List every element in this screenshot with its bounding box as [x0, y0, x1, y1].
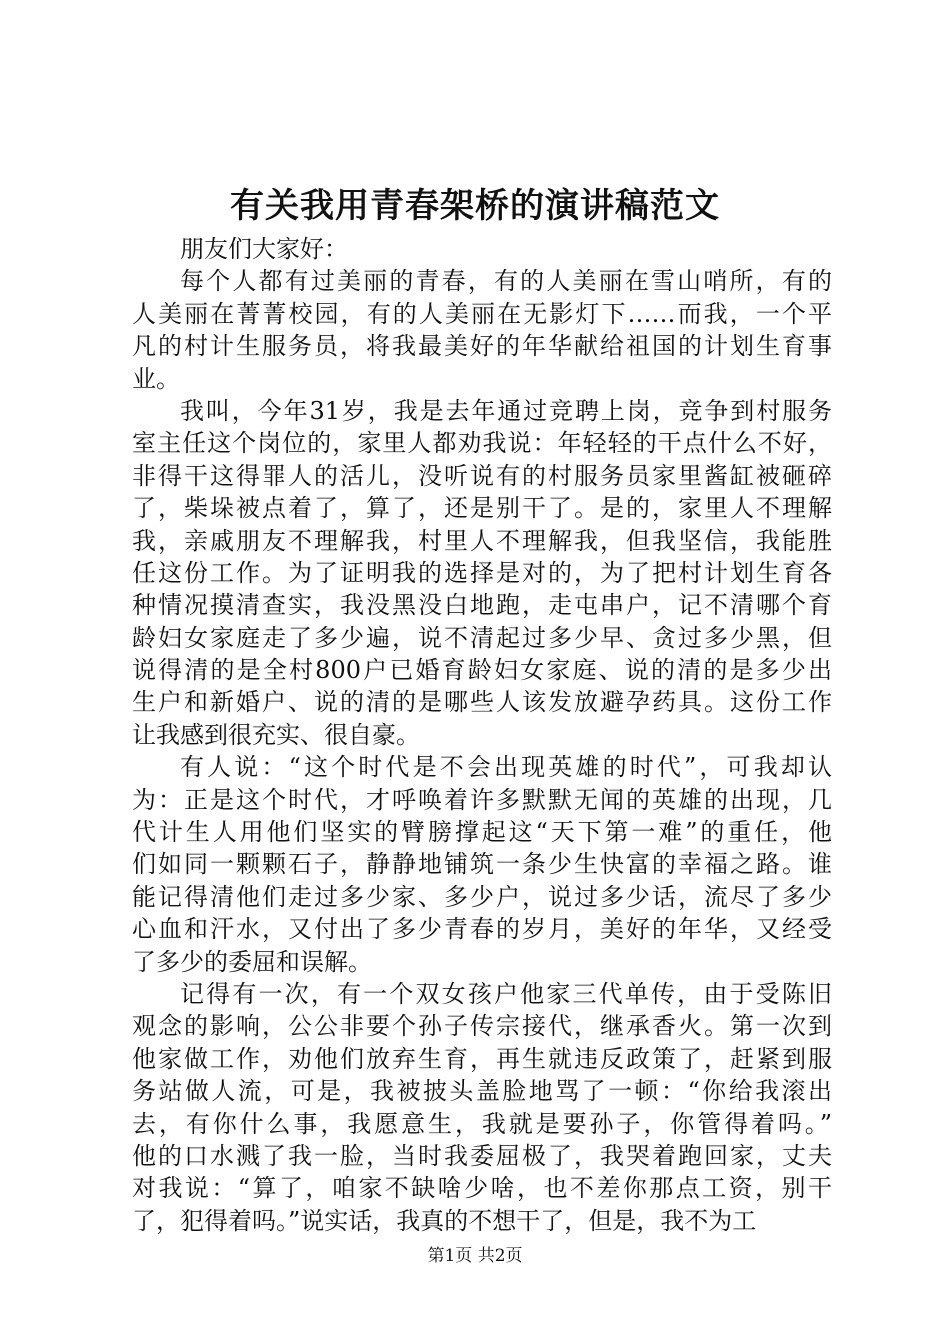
document-title: 有关我用青春架桥的演讲稿范文 [230, 186, 720, 226]
text-line: 我，亲戚朋友不理解我，村里人不理解我，但我坚信，我能胜 [132, 526, 832, 555]
text-line: 人美丽在菁菁校园，有的人美丽在无影灯下……而我，一个平 [132, 299, 832, 328]
text-line: 能记得清他们走过多少家、多少户，说过多少话，流尽了多少 [132, 882, 832, 911]
text-line: 任这份工作。为了证明我的选择是对的，为了把村计划生育各 [132, 558, 832, 587]
text-line: 代计生人用他们坚实的臂膀撑起这“天下第一难”的重任，他 [132, 818, 832, 847]
text-line: 观念的影响，公公非要个孙子传宗接代，继承香火。第一次到 [132, 1012, 832, 1041]
text-line: 业。 [132, 364, 180, 393]
text-line: 让我感到很充实、很自豪。 [132, 720, 420, 749]
text-line: 种情况摸清查实，我没黑没白地跑，走屯串户，记不清哪个育 [132, 591, 832, 620]
text-line: 去，有你什么事，我愿意生，我就是要孙子，你管得着吗。” [132, 1109, 832, 1138]
text-line: 了，犯得着吗。”说实话，我真的不想干了，但是，我不为工 [132, 1206, 757, 1235]
text-line: 对我说：“算了，咱家不缺啥少啥，也不差你那点工资，别干 [132, 1174, 832, 1203]
text-line: 了多少的委屈和误解。 [132, 947, 372, 976]
text-line: 我叫，今年31岁，我是去年通过竞聘上岗，竞争到村服务 [180, 396, 832, 425]
text-line: 凡的村计生服务员，将我最美好的年华献给祖国的计划生育事 [132, 332, 832, 361]
page-footer: 第1页 共2页 [427, 1246, 523, 1266]
text-line: 心血和汗水，又付出了多少青春的岁月，美好的年华，又经受 [132, 915, 832, 944]
paragraph [132, 265, 832, 395]
text-line: 他家做工作，劝他们放弃生育，再生就违反政策了，赶紧到服 [132, 1044, 832, 1073]
paragraph-list [132, 265, 832, 1237]
paragraph [132, 395, 832, 751]
text-line: 龄妇女家庭走了多少遍，说不清起过多少早、贪过多少黑，但 [132, 623, 832, 652]
paragraph [132, 978, 832, 1237]
text-line: 他的口水溅了我一脸，当时我委屈极了，我哭着跑回家，丈夫 [132, 1141, 832, 1170]
text-line: 们如同一颗颗石子，静静地铺筑一条少生快富的幸福之路。谁 [132, 850, 832, 879]
text-line: 记得有一次，有一个双女孩户他家三代单传，由于受陈旧 [180, 979, 832, 1008]
text-line: 为：正是这个时代，才呼唤着许多默默无闻的英雄的出现，几 [132, 785, 832, 814]
text-line: 生户和新婚户、说的清的是哪些人该发放避孕药具。这份工作 [132, 688, 832, 717]
text-line: 务站做人流，可是，我被披头盖脸地骂了一顿：“你给我滚出 [132, 1077, 832, 1106]
text-line: 室主任这个岗位的，家里人都劝我说：年轻轻的干点什么不好， [132, 429, 832, 458]
text-line: 了，柴垛被点着了，算了，还是别干了。是的，家里人不理解 [132, 494, 832, 523]
paragraph [132, 751, 832, 978]
greeting-line: 朋友们大家好： [180, 235, 348, 263]
text-line: 非得干这得罪人的活儿，没听说有的村服务员家里酱缸被砸碎 [132, 461, 832, 490]
text-line: 有人说：“这个时代是不会出现英雄的时代”，可我却认 [180, 753, 832, 782]
document-body [132, 233, 832, 1237]
text-line: 说得清的是全村800户已婚育龄妇女家庭、说的清的是多少出 [132, 656, 832, 685]
text-line: 每个人都有过美丽的青春，有的人美丽在雪山哨所，有的 [180, 267, 832, 296]
